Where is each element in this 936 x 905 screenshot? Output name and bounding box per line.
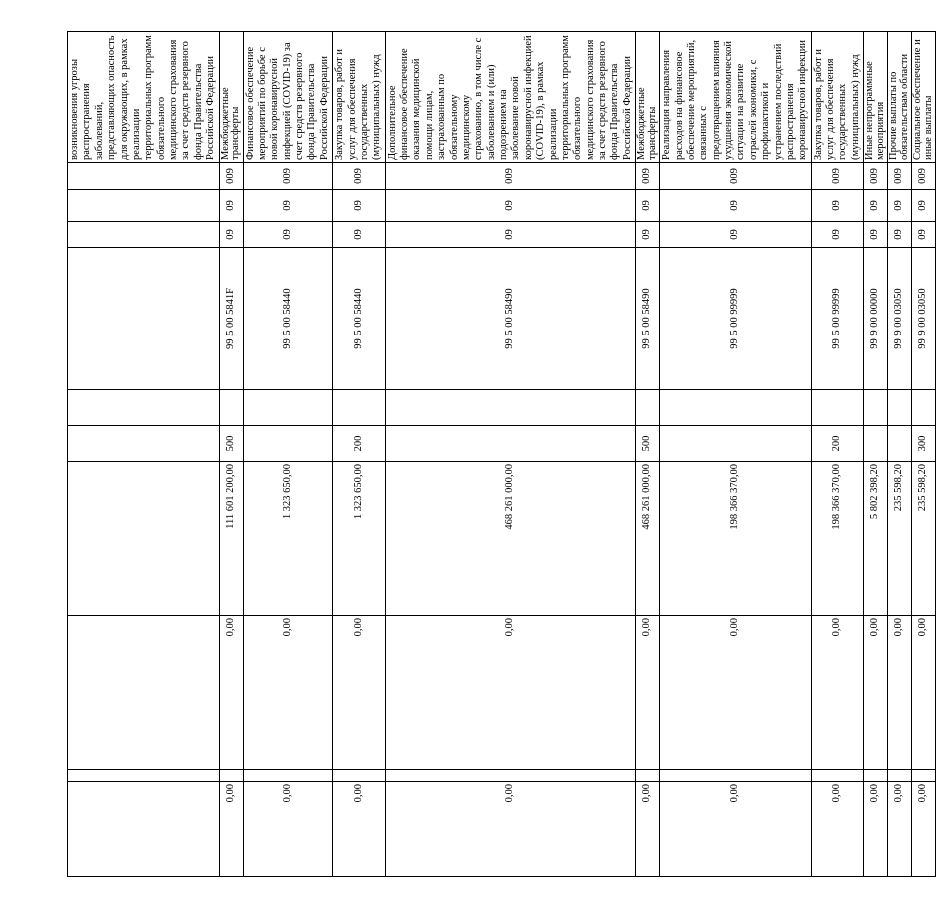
- empty-cell: [912, 770, 936, 782]
- section-code: [68, 190, 220, 222]
- table-row: [68, 32, 220, 877]
- sum-year-2: 0,00: [385, 616, 636, 770]
- row-name: Прочие выплаты по обязательствам области: [888, 32, 912, 163]
- subsection-code: 09: [636, 222, 660, 248]
- target-article-code: 99 5 00 99999: [660, 248, 812, 390]
- section-code: 09: [888, 190, 912, 222]
- table-row: [912, 32, 936, 877]
- expense-type-code: 500: [636, 426, 660, 462]
- budget-table: [67, 31, 936, 877]
- row-name: Межбюджетные трансферты: [219, 32, 243, 163]
- expense-type-code: 200: [811, 426, 864, 462]
- sum-year-1: 111 601 200,00: [219, 462, 243, 616]
- sum-year-2: 0,00: [333, 616, 386, 770]
- sum-year-1: 198 366 370,00: [660, 462, 812, 616]
- section-code: 09: [333, 190, 386, 222]
- ministry-code: 009: [333, 163, 386, 190]
- expense-type-code: [243, 426, 333, 462]
- expense-type-code: [385, 426, 636, 462]
- empty-cell: [912, 390, 936, 426]
- section-code: 09: [912, 190, 936, 222]
- table-row: [864, 32, 888, 877]
- expense-type-code: 300: [912, 426, 936, 462]
- section-code: 09: [636, 190, 660, 222]
- sum-year-2: 0,00: [811, 616, 864, 770]
- sum-year-1: 5 802 398,20: [864, 462, 888, 616]
- sum-year-2: 0,00: [888, 616, 912, 770]
- table-row: [636, 32, 660, 877]
- sum-year-3: 0,00: [888, 782, 912, 877]
- sum-year-3: 0,00: [333, 782, 386, 877]
- sum-year-1: 1 323 650,00: [243, 462, 333, 616]
- sum-year-2: [68, 616, 220, 770]
- sum-year-1: [68, 462, 220, 616]
- target-article-code: 99 5 00 58440: [333, 248, 386, 390]
- sum-year-3: 0,00: [811, 782, 864, 877]
- table-row: [888, 32, 912, 877]
- sum-year-3: 0,00: [864, 782, 888, 877]
- row-name: Закупка товаров, работ и услуг для обеспечения государственных (муниципальных) нужд: [333, 32, 386, 163]
- sum-year-1: 235 598,20: [912, 462, 936, 616]
- empty-cell: [811, 770, 864, 782]
- target-article-code: 99 5 00 58490: [636, 248, 660, 390]
- empty-cell: [68, 770, 220, 782]
- ministry-code: [68, 163, 220, 190]
- empty-cell: [243, 770, 333, 782]
- table-row: [219, 32, 243, 877]
- ministry-code: 009: [660, 163, 812, 190]
- empty-cell: [864, 390, 888, 426]
- sum-year-1: 468 261 000,00: [636, 462, 660, 616]
- ministry-code: 009: [385, 163, 636, 190]
- row-name: Социальное обеспечение и иные выплаты: [912, 32, 936, 163]
- sum-year-3: 0,00: [243, 782, 333, 877]
- section-code: 09: [864, 190, 888, 222]
- subsection-code: 09: [333, 222, 386, 248]
- section-code: 09: [660, 190, 812, 222]
- target-article-code: 99 5 00 58490: [385, 248, 636, 390]
- empty-cell: [219, 390, 243, 426]
- empty-cell: [385, 390, 636, 426]
- ministry-code: 009: [219, 163, 243, 190]
- section-code: 09: [243, 190, 333, 222]
- empty-cell: [243, 390, 333, 426]
- row-name: Межбюджетные трансферты: [636, 32, 660, 163]
- subsection-code: 09: [864, 222, 888, 248]
- empty-cell: [636, 770, 660, 782]
- expense-type-code: 200: [333, 426, 386, 462]
- empty-cell: [385, 770, 636, 782]
- sum-year-3: [68, 782, 220, 877]
- empty-cell: [888, 770, 912, 782]
- sum-year-2: 0,00: [243, 616, 333, 770]
- section-code: 09: [811, 190, 864, 222]
- sum-year-2: 0,00: [219, 616, 243, 770]
- sum-year-1: 198 366 370,00: [811, 462, 864, 616]
- target-article-code: [68, 248, 220, 390]
- subsection-code: 09: [660, 222, 812, 248]
- row-name: Иные непрограммные мероприятия: [864, 32, 888, 163]
- empty-cell: [864, 770, 888, 782]
- sum-year-1: 235 598,20: [888, 462, 912, 616]
- ministry-code: 009: [636, 163, 660, 190]
- target-article-code: 99 5 00 99999: [811, 248, 864, 390]
- subsection-code: 09: [912, 222, 936, 248]
- ministry-code: 009: [912, 163, 936, 190]
- target-article-code: 99 5 00 5841F: [219, 248, 243, 390]
- table-row: [811, 32, 864, 877]
- row-name: Реализация направления расходов на финансовое обеспечение мероприятий, связанных с предотвращением влияния ухудшения экономической ситуации на развитие отраслей экономики, с профилактикой и устранением последствий распространения коронавирусной инфекции: [660, 32, 812, 163]
- table-body: [68, 32, 936, 877]
- empty-cell: [333, 770, 386, 782]
- budget-table-page: [67, 32, 936, 877]
- expense-type-code: [888, 426, 912, 462]
- target-article-code: 99 5 00 58440: [243, 248, 333, 390]
- ministry-code: 009: [864, 163, 888, 190]
- ministry-code: 009: [888, 163, 912, 190]
- expense-type-code: [660, 426, 812, 462]
- sum-year-3: 0,00: [385, 782, 636, 877]
- sum-year-2: 0,00: [864, 616, 888, 770]
- subsection-code: 09: [385, 222, 636, 248]
- table-row: [243, 32, 333, 877]
- empty-cell: [68, 390, 220, 426]
- subsection-code: [68, 222, 220, 248]
- table-row: [333, 32, 386, 877]
- expense-type-code: [864, 426, 888, 462]
- table-row: [660, 32, 812, 877]
- sum-year-2: 0,00: [636, 616, 660, 770]
- sum-year-1: 468 261 000,00: [385, 462, 636, 616]
- section-code: 09: [219, 190, 243, 222]
- row-name: Финансовое обеспечение мероприятий по борьбе с новой коронавирусной инфекцией (COVID-19) за счет средств резервного фонда Правительства Российской Федерации: [243, 32, 333, 163]
- sum-year-1: 1 323 650,00: [333, 462, 386, 616]
- table-row: [385, 32, 636, 877]
- target-article-code: 99 9 00 00000: [864, 248, 888, 390]
- empty-cell: [888, 390, 912, 426]
- sum-year-3: 0,00: [912, 782, 936, 877]
- subsection-code: 09: [243, 222, 333, 248]
- target-article-code: 99 9 00 03050: [888, 248, 912, 390]
- row-name: возникновения угрозы распространения заболеваний, представляющих опасность для окружающих, в рамках реализации территориальных программ обязательного медицинского страхования за счет средств резервного фонда Правительства Российской Федерации: [68, 32, 220, 163]
- empty-cell: [811, 390, 864, 426]
- subsection-code: 09: [811, 222, 864, 248]
- empty-cell: [660, 390, 812, 426]
- sum-year-2: 0,00: [912, 616, 936, 770]
- row-name: Дополнительное финансовое обеспечение оказания медицинской помощи лицам, застрахованным по обязательному медицинскому страхованию, в том числе с заболеванием и (или) подозрением на заболевание новой коронавирусной инфекцией (COVID-19), в рамках реализации территориальных программ обязательного медицинского страхования за счет средств резервного фонда Правительства Российской Федерации: [385, 32, 636, 163]
- subsection-code: 09: [888, 222, 912, 248]
- empty-cell: [333, 390, 386, 426]
- row-name: Закупка товаров, работ и услуг для обеспечения государственных (муниципальных) нужд: [811, 32, 864, 163]
- target-article-code: 99 9 00 03050: [912, 248, 936, 390]
- sum-year-2: 0,00: [660, 616, 812, 770]
- section-code: 09: [385, 190, 636, 222]
- empty-cell: [636, 390, 660, 426]
- sum-year-3: 0,00: [660, 782, 812, 877]
- ministry-code: 009: [811, 163, 864, 190]
- sum-year-3: 0,00: [219, 782, 243, 877]
- empty-cell: [219, 770, 243, 782]
- sum-year-3: 0,00: [636, 782, 660, 877]
- ministry-code: 009: [243, 163, 333, 190]
- expense-type-code: 500: [219, 426, 243, 462]
- expense-type-code: [68, 426, 220, 462]
- empty-cell: [660, 770, 812, 782]
- subsection-code: 09: [219, 222, 243, 248]
